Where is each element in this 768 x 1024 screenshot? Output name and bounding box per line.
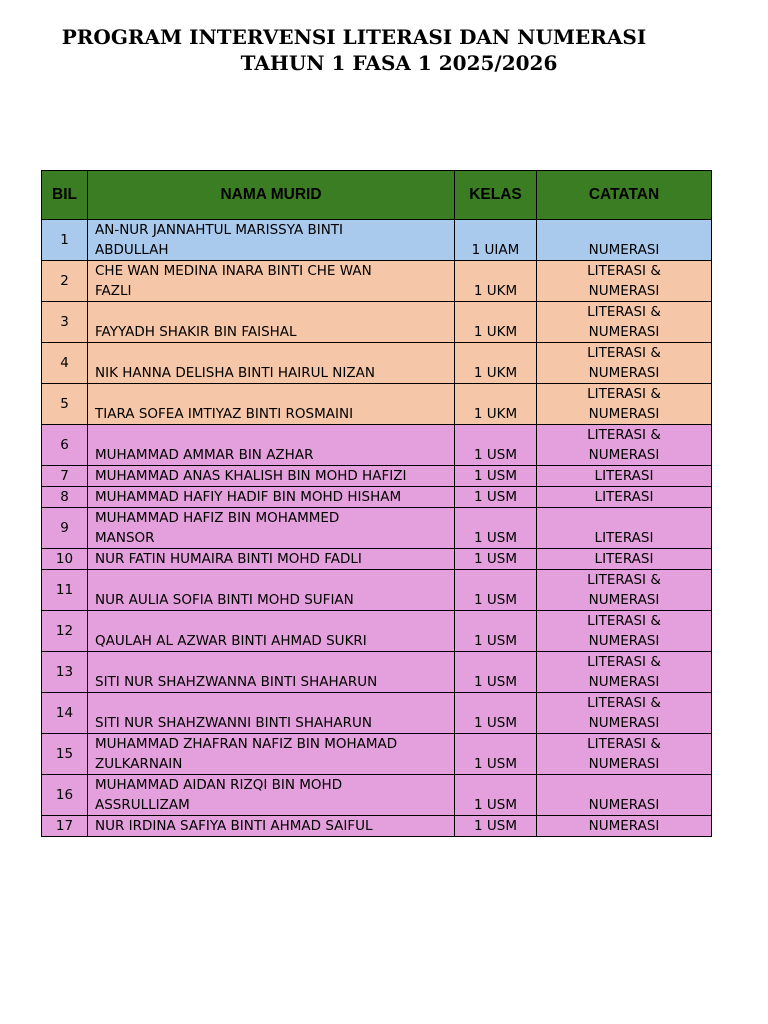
table-row xyxy=(42,775,712,816)
cell-kelas: 1 UKM xyxy=(455,384,537,425)
cell-catatan: LITERASI & NUMERASI xyxy=(537,384,712,425)
table-row xyxy=(42,549,712,570)
cell-bil: 9 xyxy=(42,508,88,549)
cell-kelas: 1 USM xyxy=(455,570,537,611)
cell-nama: SITI NUR SHAHZWANNA BINTI SHAHARUN xyxy=(88,652,455,693)
table-row xyxy=(42,816,712,837)
cell-catatan: NUMERASI xyxy=(537,816,712,837)
cell-kelas: 1 USM xyxy=(455,425,537,466)
cell-bil: 17 xyxy=(42,816,88,837)
cell-nama: MUHAMMAD ANAS KHALISH BIN MOHD HAFIZI xyxy=(88,466,455,487)
cell-nama: QAULAH AL AZWAR BINTI AHMAD SUKRI xyxy=(88,611,455,652)
cell-catatan: LITERASI & NUMERASI xyxy=(537,261,712,302)
table-header-row xyxy=(42,171,712,220)
table-body xyxy=(42,220,712,837)
cell-catatan: NUMERASI xyxy=(537,775,712,816)
table-row xyxy=(42,384,712,425)
cell-kelas: 1 USM xyxy=(455,466,537,487)
cell-bil: 1 xyxy=(42,220,88,261)
cell-bil: 12 xyxy=(42,611,88,652)
cell-kelas: 1 UKM xyxy=(455,261,537,302)
cell-nama: NUR AULIA SOFIA BINTI MOHD SUFIAN xyxy=(88,570,455,611)
cell-bil: 2 xyxy=(42,261,88,302)
cell-nama: TIARA SOFEA IMTIYAZ BINTI ROSMAINI xyxy=(88,384,455,425)
header-kelas: KELAS xyxy=(455,171,537,220)
cell-kelas: 1 USM xyxy=(455,487,537,508)
header-nama-murid: NAMA MURID xyxy=(88,171,455,220)
table-row xyxy=(42,570,712,611)
cell-nama: MUHAMMAD AMMAR BIN AZHAR xyxy=(88,425,455,466)
table-row xyxy=(42,261,712,302)
cell-nama: MUHAMMAD HAFIY HADIF BIN MOHD HISHAM xyxy=(88,487,455,508)
cell-kelas: 1 USM xyxy=(455,734,537,775)
cell-kelas: 1 USM xyxy=(455,693,537,734)
cell-bil: 5 xyxy=(42,384,88,425)
table-row xyxy=(42,302,712,343)
cell-bil: 4 xyxy=(42,343,88,384)
title-line-2: TAHUN 1 FASA 1 2025/2026 xyxy=(240,51,558,75)
cell-catatan: LITERASI & NUMERASI xyxy=(537,693,712,734)
cell-bil: 13 xyxy=(42,652,88,693)
student-table xyxy=(41,170,712,837)
table-row xyxy=(42,652,712,693)
cell-catatan: NUMERASI xyxy=(537,220,712,261)
cell-catatan: LITERASI xyxy=(537,487,712,508)
cell-nama: AN-NUR JANNAHTUL MARISSYA BINTI ABDULLAH xyxy=(88,220,455,261)
cell-kelas: 1 UKM xyxy=(455,343,537,384)
cell-catatan: LITERASI xyxy=(537,508,712,549)
cell-kelas: 1 USM xyxy=(455,816,537,837)
table-row xyxy=(42,693,712,734)
table-row xyxy=(42,508,712,549)
cell-kelas: 1 USM xyxy=(455,611,537,652)
cell-catatan: LITERASI & NUMERASI xyxy=(537,425,712,466)
document-title xyxy=(0,24,768,76)
table-row xyxy=(42,343,712,384)
cell-bil: 3 xyxy=(42,302,88,343)
title-line-1: PROGRAM INTERVENSI LITERASI DAN NUMERASI xyxy=(61,25,647,49)
cell-bil: 10 xyxy=(42,549,88,570)
cell-nama: MUHAMMAD HAFIZ BIN MOHAMMED MANSOR xyxy=(88,508,455,549)
cell-catatan: LITERASI & NUMERASI xyxy=(537,343,712,384)
cell-catatan: LITERASI & NUMERASI xyxy=(537,734,712,775)
table-row xyxy=(42,734,712,775)
cell-nama: NIK HANNA DELISHA BINTI HAIRUL NIZAN xyxy=(88,343,455,384)
cell-kelas: 1 USM xyxy=(455,652,537,693)
table-row xyxy=(42,220,712,261)
table-row xyxy=(42,611,712,652)
cell-bil: 16 xyxy=(42,775,88,816)
cell-kelas: 1 UIAM xyxy=(455,220,537,261)
cell-bil: 8 xyxy=(42,487,88,508)
cell-catatan: LITERASI xyxy=(537,466,712,487)
cell-nama: MUHAMMAD AIDAN RIZQI BIN MOHD ASSRULLIZAM xyxy=(88,775,455,816)
cell-catatan: LITERASI & NUMERASI xyxy=(537,570,712,611)
cell-nama: MUHAMMAD ZHAFRAN NAFIZ BIN MOHAMAD ZULKARNAIN xyxy=(88,734,455,775)
cell-bil: 11 xyxy=(42,570,88,611)
cell-bil: 6 xyxy=(42,425,88,466)
cell-catatan: LITERASI & NUMERASI xyxy=(537,652,712,693)
header-bil: BIL xyxy=(42,171,88,220)
cell-bil: 7 xyxy=(42,466,88,487)
cell-nama: FAYYADH SHAKIR BIN FAISHAL xyxy=(88,302,455,343)
cell-kelas: 1 USM xyxy=(455,508,537,549)
cell-catatan: LITERASI & NUMERASI xyxy=(537,302,712,343)
cell-nama: NUR IRDINA SAFIYA BINTI AHMAD SAIFUL xyxy=(88,816,455,837)
cell-nama: CHE WAN MEDINA INARA BINTI CHE WAN FAZLI xyxy=(88,261,455,302)
cell-catatan: LITERASI & NUMERASI xyxy=(537,611,712,652)
cell-kelas: 1 USM xyxy=(455,549,537,570)
cell-kelas: 1 USM xyxy=(455,775,537,816)
header-catatan: CATATAN xyxy=(537,171,712,220)
cell-nama: SITI NUR SHAHZWANNI BINTI SHAHARUN xyxy=(88,693,455,734)
cell-kelas: 1 UKM xyxy=(455,302,537,343)
cell-nama: NUR FATIN HUMAIRA BINTI MOHD FADLI xyxy=(88,549,455,570)
cell-catatan: LITERASI xyxy=(537,549,712,570)
cell-bil: 14 xyxy=(42,693,88,734)
table-row xyxy=(42,487,712,508)
cell-bil: 15 xyxy=(42,734,88,775)
table-row xyxy=(42,466,712,487)
table-row xyxy=(42,425,712,466)
